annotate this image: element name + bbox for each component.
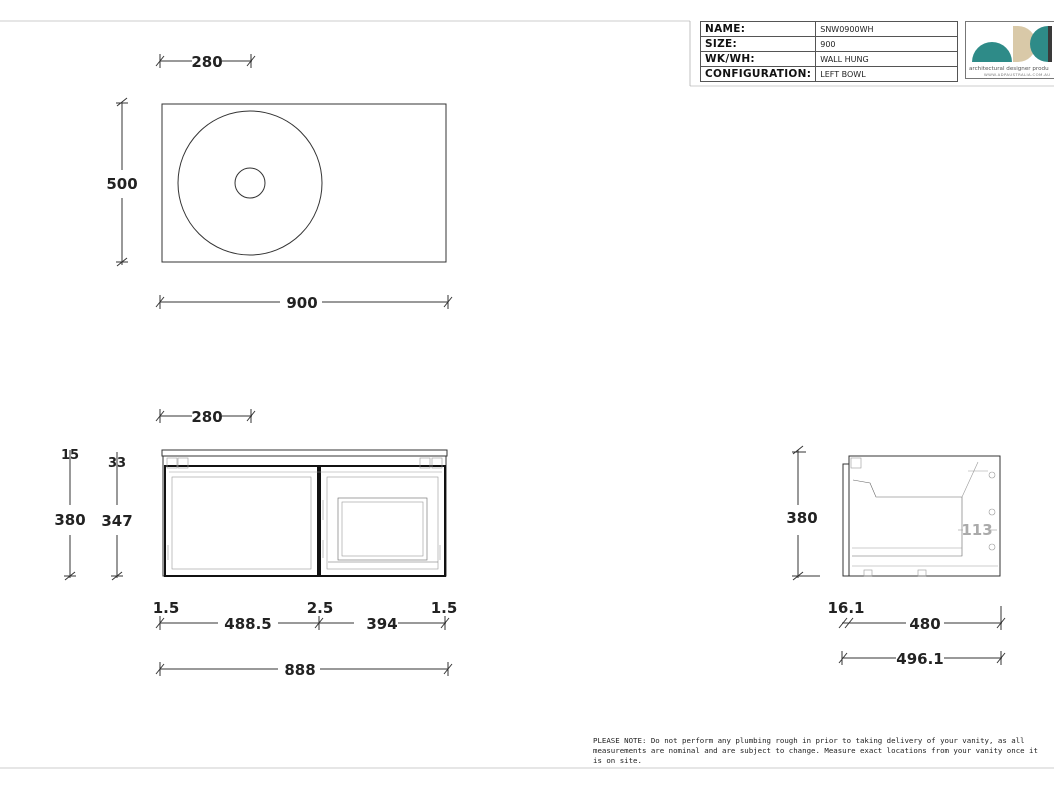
adp-logo-mark-icon — [966, 22, 1054, 66]
front-overall-dim: 888 — [284, 661, 316, 679]
front-left-gap-dim: 1.5 — [152, 599, 180, 617]
front-top-thickness-dim: 15 — [60, 448, 80, 463]
top-width-dim: 900 — [286, 294, 318, 312]
logo-tagline: architectural designer produ — [969, 66, 1049, 72]
side-inner-dim: 113 — [961, 521, 993, 539]
front-right-drawer-dim: 394 — [366, 615, 398, 633]
front-bowl-offset-dim: 280 — [191, 408, 223, 426]
top-depth-dim: 500 — [106, 175, 138, 193]
side-panel — [849, 456, 1000, 576]
title-row — [701, 67, 958, 82]
adp-logo — [965, 21, 1054, 79]
top-bowl-offset-dim: 280 — [191, 53, 223, 71]
top-view — [106, 53, 452, 312]
front-height-dim: 380 — [54, 511, 86, 529]
side-height-dim: 380 — [786, 509, 818, 527]
title-row — [701, 22, 958, 37]
configuration-key: CONFIGURATION: — [701, 67, 816, 82]
front-mid-gap-dim: 2.5 — [306, 599, 334, 617]
front-left-drawer-dim: 488.5 — [224, 615, 272, 633]
title-row — [701, 37, 958, 52]
plumbing-note: PLEASE NOTE: Do not perform any plumbing rough in prior to taking delivery of your vanity, as all measurements are nominal and are subject to change. Measure exact locations from your vanity once it is on site. — [593, 736, 1038, 765]
side-front-gap-dim: 16.1 — [827, 599, 865, 617]
side-view — [786, 446, 1005, 668]
drain-circle — [235, 168, 265, 198]
front-top-offset-dim: 33 — [107, 456, 127, 471]
size-key: SIZE: — [701, 37, 816, 52]
front-top-slab — [162, 450, 447, 456]
name-key: NAME: — [701, 22, 816, 37]
configuration-value: LEFT BOWL — [816, 67, 958, 82]
mount-value: WALL HUNG — [816, 52, 958, 67]
title-row — [701, 52, 958, 67]
mount-key: WK/WH: — [701, 52, 816, 67]
right-drawer-front — [320, 466, 445, 576]
cabinet-body — [163, 456, 446, 576]
left-drawer-front — [165, 466, 318, 576]
name-value: SNW0900WH — [816, 22, 958, 37]
side-overall-depth-dim: 496.1 — [896, 650, 944, 668]
front-right-gap-dim: 1.5 — [430, 599, 458, 617]
size-value: 900 — [816, 37, 958, 52]
front-view — [54, 408, 457, 679]
side-depth-dim: 480 — [909, 615, 941, 633]
logo-url: WWW.ADPAUSTRALIA.COM.AU — [984, 72, 1051, 77]
bowl-circle — [178, 111, 322, 255]
front-body-height-dim: 347 — [101, 512, 133, 530]
title-block — [700, 21, 958, 82]
